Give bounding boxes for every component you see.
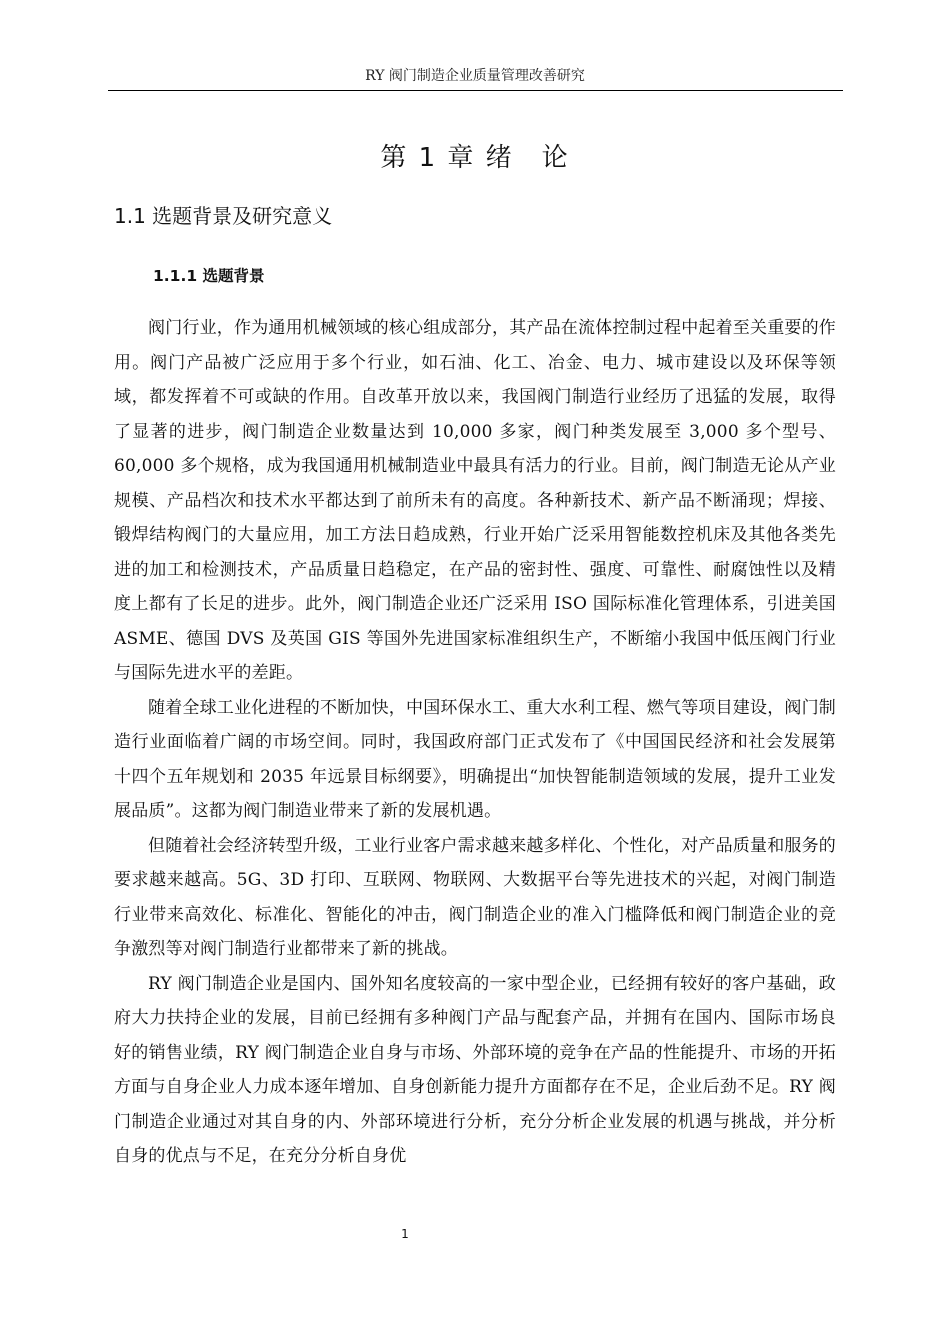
subsection-title: 1.1.1 选题背景 (153, 267, 265, 285)
paragraph: RY 阀门制造企业是国内、国外知名度较高的一家中型企业，已经拥有较好的客户基础，政府大力扶持企业的发展，目前已经拥有多种阀门产品与配套产品，并拥有在国内、国际市场良好的销售业绩，RY 阀门制造企业自身与市场、外部环境的竞争在产品的性能提升、市场的开拓方面与自身企业人力成本逐年增加、自身创新能力提升方面都存在不足，企业后劲不足。RY 阀门制造企业通过对其自身的内、外部环境进行分析，充分分析企业发展的机遇与挑战，并分析自身的优点与不足，在充分分析自身优 (114, 973, 836, 1166)
paragraph: 但随着社会经济转型升级，工业行业客户需求越来越多样化、个性化，对产品质量和服务的要求越来越高。5G、3D 打印、互联网、物联网、大数据平台等先进技术的兴起，对阀门制造行业带来高效化、标准化、智能化的冲击，阀门制造企业的准入门槛降低和阀门制造企业的竞争激烈等对阀门制造行业都带来了新的挑战。 (114, 835, 836, 959)
paragraph: 随着全球工业化进程的不断加快，中国环保水工、重大水利工程、燃气等项目建设，阀门制造行业面临着广阔的市场空间。同时，我国政府部门正式发布了《中国国民经济和社会发展第十四个五年规划和 2035 年远景目标纲要》，明确提出“加快智能制造领域的发展，提升工业发展品质”。这都为阀门制造业带来了新的发展机遇。 (114, 697, 836, 821)
paragraph: 阀门行业，作为通用机械领域的核心组成部分，其产品在流体控制过程中起着至关重要的作用。阀门产品被广泛应用于多个行业，如石油、化工、冶金、电力、城市建设以及环保等领域，都发挥着不可或缺的作用。自改革开放以来，我国阀门制造行业经历了迅猛的发展，取得了显著的进步，阀门制造企业数量达到 10,000 多家，阀门种类发展至 3,000 多个型号、60,000 多个规格，成为我国通用机械制造业中最具有活力的行业。目前，阀门制造无论从产业规模、产品档次和技术水平都达到了前所未有的高度。各种新技术、新产品不断涌现；焊接、锻焊结构阀门的大量应用，加工方法日趋成熟，行业开始广泛采用智能数控机床及其他各类先进的加工和检测技术，产品质量日趋稳定，在产品的密封性、强度、可靠性、耐腐蚀性以及精度上都有了长足的进步。此外，阀门制造企业还广泛采用 ISO 国际标准化管理体系，引进美国 ASME、德国 DVS 及英国 GIS 等国外先进国家标准组织生产，不断缩小我国中低压阀门行业与国际先进水平的差距。 (114, 318, 836, 683)
page-number: 1 (401, 1227, 409, 1241)
body-text (114, 311, 836, 1174)
running-header: RY 阀门制造企业质量管理改善研究 (365, 68, 585, 84)
section-title: 1.1 选题背景及研究意义 (114, 204, 333, 228)
chapter-title: 第 1 章 绪 论 (380, 143, 570, 173)
header-rule (108, 90, 843, 91)
